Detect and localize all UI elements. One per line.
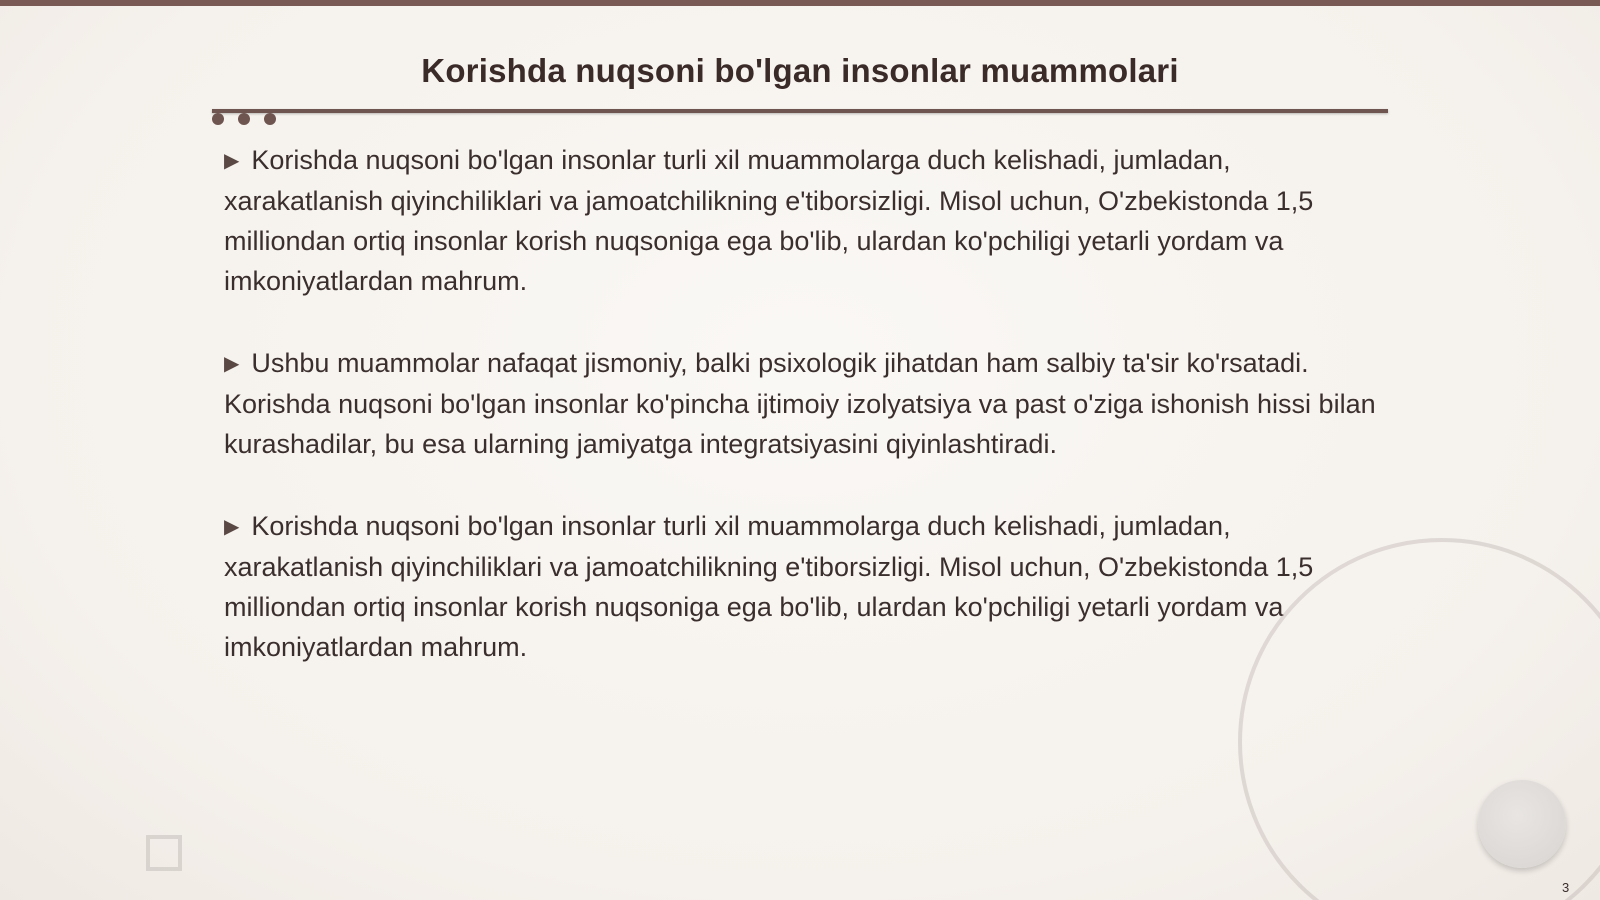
- paragraph-text: Ushbu muammolar nafaqat jismoniy, balki psixologik jihatdan ham salbiy ta'sir ko'rsatadi. Korishda nuqsoni bo'lgan insonlar ko'pincha ijtimoiy izolyatsiya va past o'ziga ishonish hissi bilan kurashadilar, bu esa ularning jamiyatga integratsiyasini qiyinlashtiradi.: [224, 348, 1376, 459]
- paragraph-text: Korishda nuqsoni bo'lgan insonlar turli xil muammolarga duch kelishadi, jumladan, xarakatlanish qiyinchiliklari va jamoatchilikning e'tiborsizligi. Misol uchun, O'zbekistonda 1,5 milliondan ortiq insonlar korish nuqsoniga ega bo'lib, ulardan ko'pchiligi yetarli yordam va imkoniyatlardan mahrum.: [224, 145, 1314, 296]
- triangle-bullet-icon: ▶: [224, 516, 240, 538]
- slide-title: Korishda nuqsoni bo'lgan insonlar muammolari: [421, 52, 1179, 89]
- title-underline: [212, 109, 1388, 113]
- triangle-bullet-icon: ▶: [224, 150, 240, 172]
- paragraph-text: Korishda nuqsoni bo'lgan insonlar turli xil muammolarga duch kelishadi, jumladan, xarakatlanish qiyinchiliklari va jamoatchilikning e'tiborsizligi. Misol uchun, O'zbekistonda 1,5 milliondan ortiq insonlar korish nuqsoniga ega bo'lib, ulardan ko'pchiligi yetarli yordam va imkoniyatlardan mahrum.: [224, 511, 1314, 662]
- bullet-paragraph-2: [224, 343, 1384, 464]
- page-number: 3: [1562, 880, 1570, 895]
- decorative-square: [146, 835, 182, 871]
- decorative-dot-2: [238, 113, 250, 125]
- bullet-paragraph-3: [224, 506, 1384, 667]
- slide-content: [224, 140, 1384, 709]
- decorative-dot-3: [264, 113, 276, 125]
- bullet-paragraph-1: [224, 140, 1384, 301]
- top-accent-bar: [0, 0, 1600, 6]
- triangle-bullet-icon: ▶: [224, 353, 240, 375]
- decorative-dot-1: [212, 113, 224, 125]
- decorative-circle: [1478, 780, 1566, 868]
